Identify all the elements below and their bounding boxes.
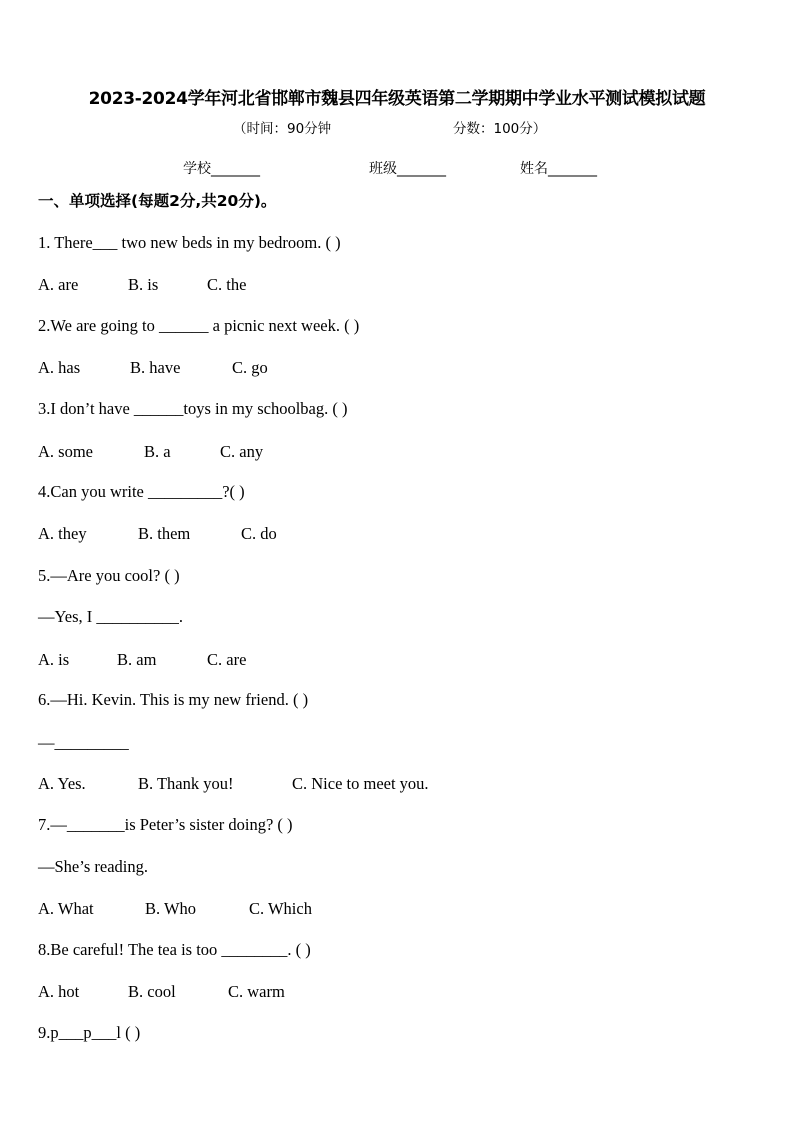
option-a: A. What (38, 899, 94, 918)
option-a: A. hot (38, 982, 80, 1001)
school-field: 学校_______ (183, 161, 260, 177)
question-7-answer-line: —She’s reading. (38, 857, 148, 876)
question-8: 8.Be careful! The tea is too ________. ( ) (38, 940, 311, 959)
option-c: C. Nice to meet you. (292, 774, 429, 793)
option-b: B. Thank you! (138, 774, 234, 793)
option-c: C. any (220, 442, 264, 461)
question-6: 6.—Hi. Kevin. This is my new friend. ( ) (38, 690, 309, 709)
option-b: B. have (130, 358, 181, 377)
option-c: C. the (207, 275, 247, 294)
question-3: 3.I don’t have ______toys in my schoolbag. ( ) (38, 399, 348, 418)
question-1: 1. There___ two new beds in my bedroom. ( ) (38, 233, 341, 252)
option-b: B. a (144, 442, 171, 461)
question-5-answer-line: —Yes, I __________. (38, 607, 184, 626)
option-a: A. they (38, 524, 87, 543)
option-c: C. warm (228, 982, 285, 1001)
option-a: A. is (38, 650, 70, 669)
class-field: 班级_______ (369, 161, 446, 177)
option-b: B. is (128, 275, 159, 294)
option-b: B. am (117, 650, 157, 669)
option-a: A. Yes. (38, 774, 86, 793)
question-5: 5.—Are you cool? ( ) (38, 566, 180, 585)
total-score: 分数：100分） (453, 121, 547, 137)
option-b: B. them (138, 524, 191, 543)
option-a: A. has (38, 358, 81, 377)
question-2: 2.We are going to ______ a picnic next week. ( ) (38, 316, 360, 335)
option-b: B. Who (145, 899, 197, 918)
name-field: 姓名_______ (520, 161, 597, 177)
option-c: C. Which (249, 899, 312, 918)
option-a: A. some (38, 442, 93, 461)
question-4: 4.Can you write _________?( ) (38, 482, 245, 501)
question-7: 7.—_______is Peter’s sister doing? ( ) (38, 815, 293, 834)
question-6-answer-line: —_________ (38, 733, 129, 752)
option-a: A. are (38, 275, 79, 294)
section-heading: 一、单项选择(每题2分,共20分)。 (38, 192, 277, 210)
exam-title: 2023-2024学年河北省邯郸市魏县四年级英语第二学期期中学业水平测试模拟试题 (88, 89, 706, 109)
question-9: 9.p___p___l ( ) (38, 1023, 141, 1042)
option-c: C. go (232, 358, 268, 377)
option-c: C. do (241, 524, 277, 543)
time-limit: （时间：90分钟 (233, 121, 332, 137)
option-b: B. cool (128, 982, 176, 1001)
option-c: C. are (207, 650, 247, 669)
